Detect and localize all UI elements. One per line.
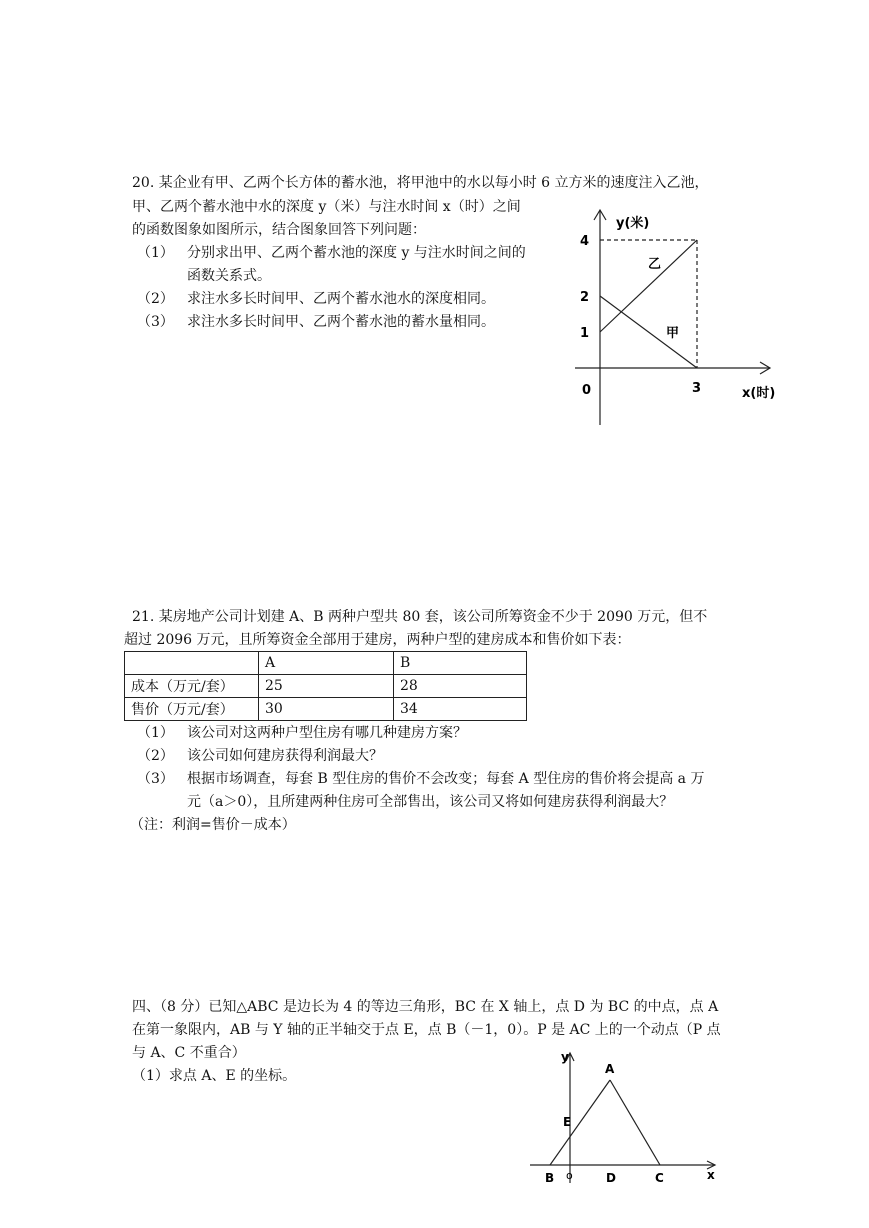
q20-item1-text: 分别求出甲、乙两个蓄水池的深度 y 与注水时间之间的 [187,245,526,261]
q4-line3: 与 A、C 不重合） [132,1045,246,1061]
q21-item3-text: 根据市场调查，每套 B 型住房的售价不会改变；每套 A 型住房的售价将会提高 a 万 [187,771,705,787]
q21-item2-text: 该公司如何建房获得利润最大？ [187,748,383,764]
line-jia [600,296,697,368]
y-tick-4: 4 [580,234,590,249]
q4-line1: 四、（8 分）已知△ABC 是边长为 4 的等边三角形，BC 在 X 轴上，点 D 为 BC 的中点，点 A [132,999,719,1015]
q21-item3-num: （3） [137,771,174,787]
table-cell: 售价（万元/套） [125,698,259,721]
q20-line1: 20. 某企业有甲、乙两个长方体的蓄水池，将甲池中的水以每小时 6 立方米的速度注入乙池， [132,175,709,191]
point-c-label: C [655,1171,664,1185]
q20-item3-text: 求注水多长时间甲、乙两个蓄水池的蓄水量相同。 [187,314,495,330]
q21-note: （注：利润=售价－成本） [130,817,296,833]
q21-item1-num: （1） [137,725,174,741]
q20-item2-text: 求注水多长时间甲、乙两个蓄水池水的深度相同。 [187,291,495,307]
x-tick-3: 3 [692,381,702,396]
q20-item3-num: （3） [137,314,174,330]
q21-line2: 超过 2096 万元，且所筹资金全部用于建房，两种户型的建房成本和售价如下表： [124,632,631,648]
side-ab [550,1080,610,1165]
q4-line2: 在第一象限内，AB 与 Y 轴的正半轴交于点 E，点 B（－1，0）。P 是 AC 上的一个动点（P 点 [132,1022,721,1038]
table-cell: 30 [259,698,394,721]
q20-line2: 甲、乙两个蓄水池中水的深度 y（米）与注水时间 x（时）之间 [132,199,521,215]
label-jia: 甲 [666,326,680,341]
y-label: y [561,1050,569,1064]
table-header-row [125,652,527,675]
y-tick-1: 1 [580,326,590,341]
table-cell: 成本（万元/套） [125,675,259,698]
label-yi: 乙 [648,257,662,272]
q20-item2-num: （2） [137,291,174,307]
q21-item2-num: （2） [137,748,174,764]
q20-line3: 的函数图象如图所示，结合图象回答下列问题： [132,222,426,238]
table-cell: 34 [394,698,527,721]
point-e-label: E [563,1115,572,1129]
point-d-label: D [606,1171,616,1185]
q20-graph [560,200,800,430]
point-b-label: B [545,1171,555,1185]
table-header-cell: B [394,652,527,675]
table-row [125,675,527,698]
line-yi [600,240,697,332]
origin-label: 0 [582,383,592,398]
q20-item1-cont: 函数关系式。 [187,268,271,284]
table-row [125,698,527,721]
x-axis-label: x(时) [742,386,776,401]
q21-item3-cont: 元（a＞0），且所建两种住房可全部售出，该公司又将如何建房获得利润最大？ [187,794,674,810]
q21-line1: 21. 某房地产公司计划建 A、B 两种户型共 80 套，该公司所筹资金不少于 2090 万元，但不 [132,609,708,625]
point-a-label: A [605,1062,615,1076]
table-header-cell: A [259,652,394,675]
q21-item1-text: 该公司对这两种户型住房有哪几种建房方案？ [187,725,467,741]
x-label: x [707,1168,715,1182]
table-header-cell [125,652,259,675]
q4-triangle-figure [525,1045,725,1190]
q20-item1-num: （1） [137,245,174,261]
y-tick-2: 2 [580,290,590,305]
origin-label: o [566,1169,573,1182]
cost-table [124,651,527,721]
side-ac [610,1080,660,1165]
y-axis-label: y(米) [616,216,650,231]
q4-item1: （1）求点 A、E 的坐标。 [132,1068,297,1084]
table-cell: 28 [394,675,527,698]
table-cell: 25 [259,675,394,698]
